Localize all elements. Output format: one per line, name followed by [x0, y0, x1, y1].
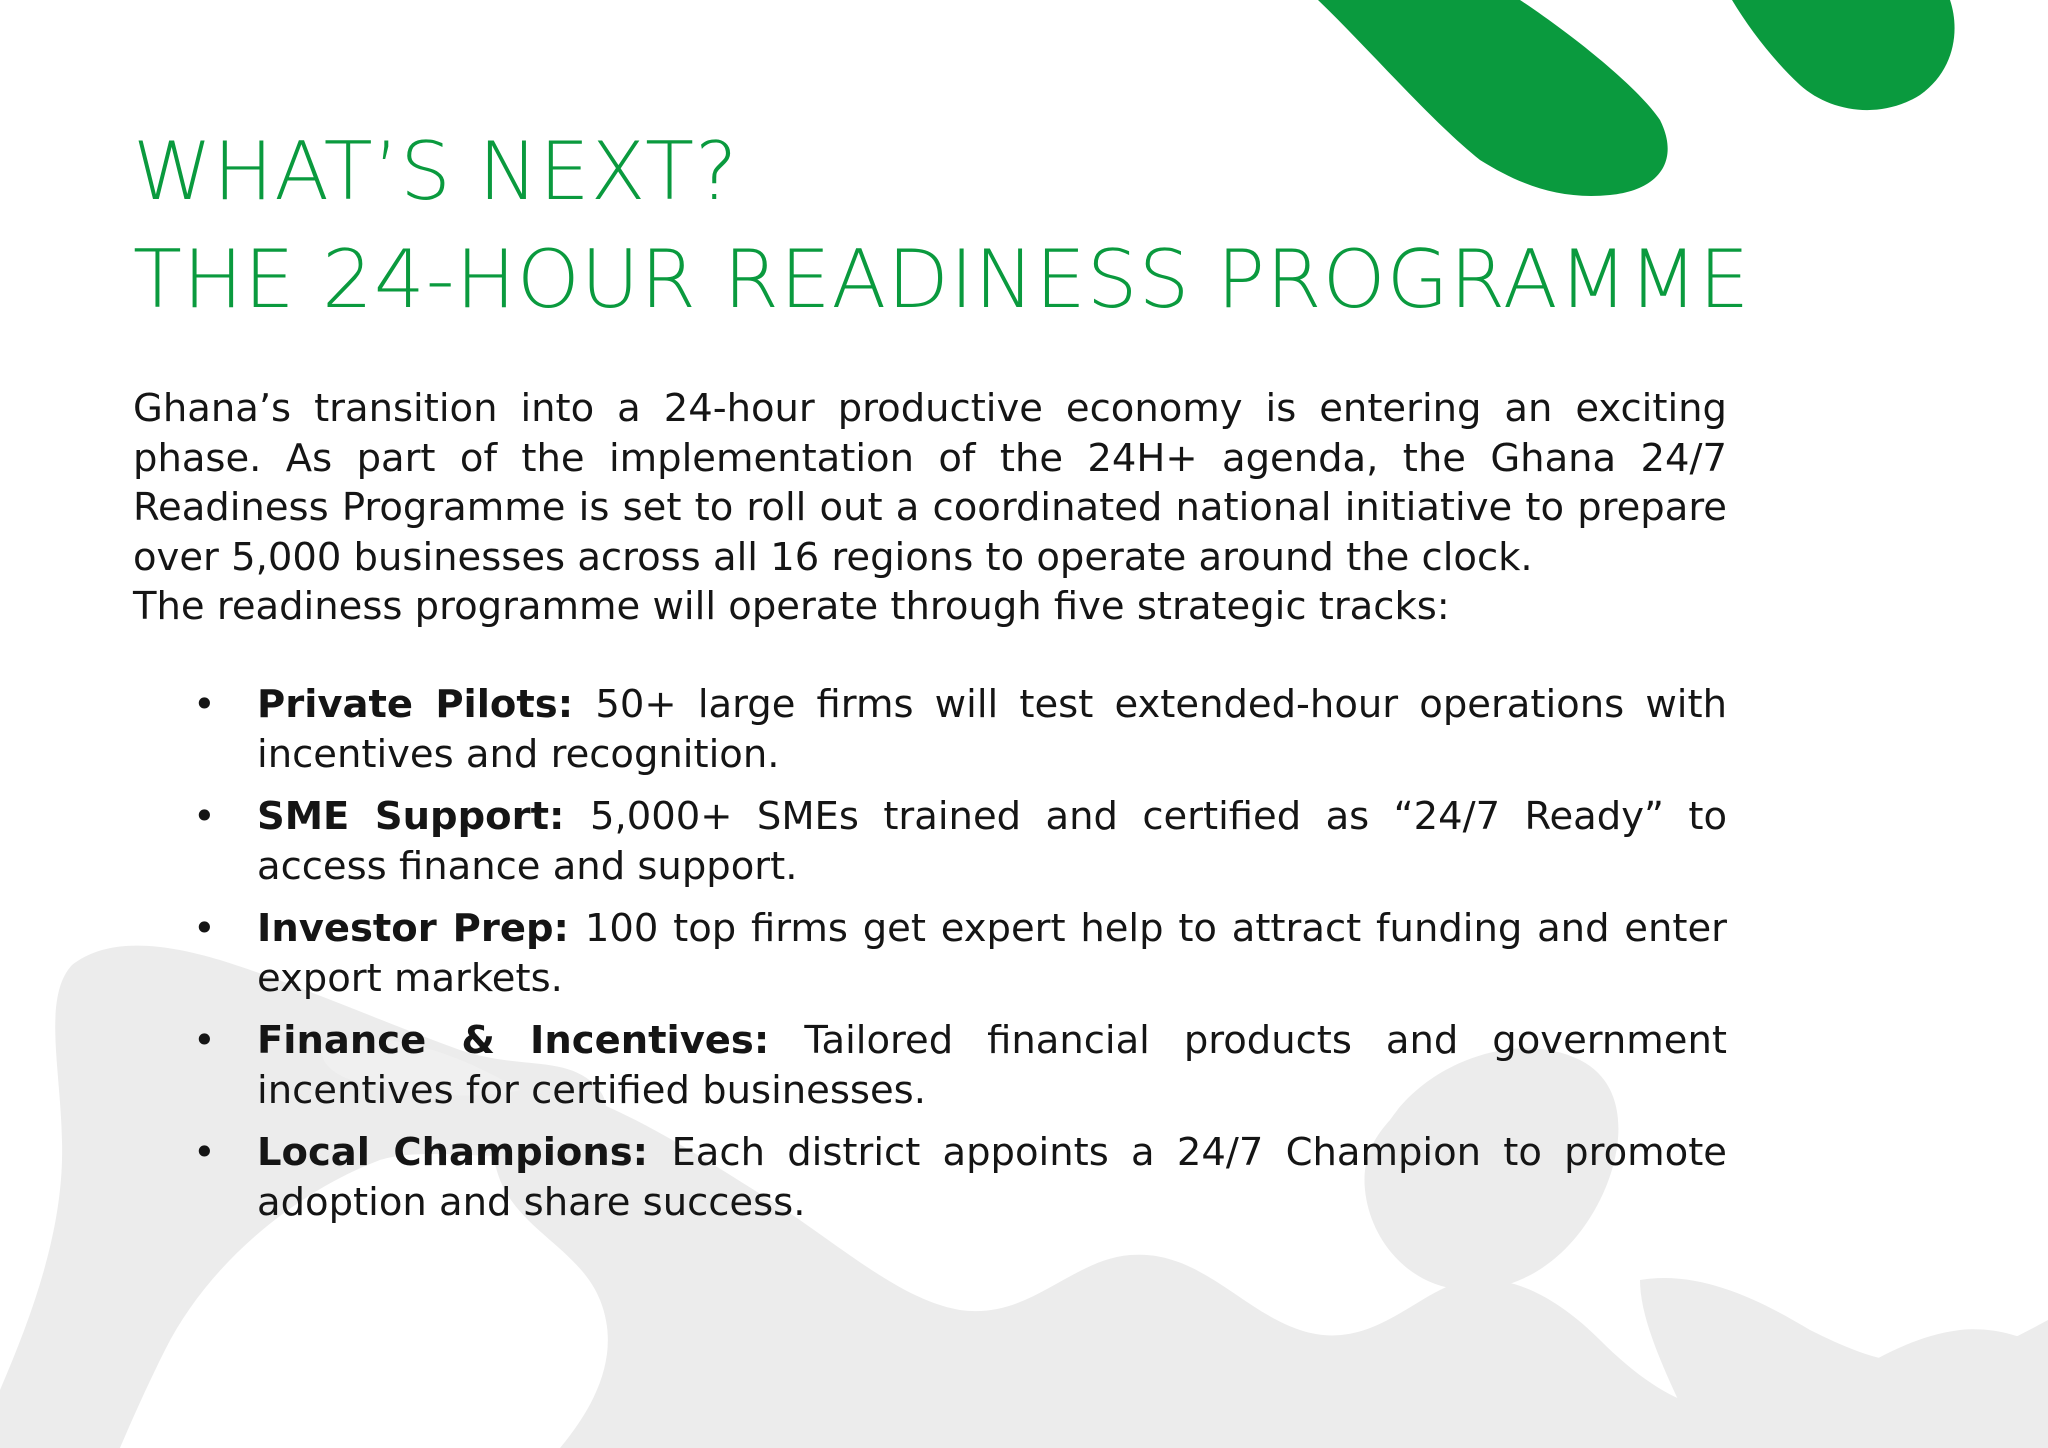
track-title: SME Support:: [257, 794, 590, 839]
bullet-marker: •: [193, 906, 216, 951]
list-item: [133, 1128, 1727, 1227]
bullet-marker: •: [193, 794, 216, 839]
intro-paragraph-2: The readiness programme will operate through five strategic tracks:: [133, 584, 1450, 629]
track-title: Private Pilots:: [257, 682, 596, 727]
track-title: Investor Prep:: [257, 906, 585, 951]
page-title-line-1: WHAT’S NEXT?: [133, 125, 739, 218]
track-description: Tailored financial products and government incentives for certified businesses.: [257, 1018, 1727, 1113]
page-title-line-2: THE 24-HOUR READINESS PROGRAMME: [133, 233, 1751, 326]
list-item: [133, 904, 1727, 1003]
track-description: Each district appoints a 24/7 Champion to promote adoption and share success.: [257, 1130, 1727, 1225]
track-description: 100 top firms get expert help to attract funding and enter export markets.: [257, 906, 1727, 1001]
strategic-tracks-list: [133, 680, 1727, 1240]
intro-paragraph-1: Ghana’s transition into a 24-hour productive economy is entering an exciting phase. As part of the implementation of the 24H+ agenda, the Ghana 24/7 Readiness Programme is set to roll out a coordinated national initiative to prepare over 5,000 businesses across all 16 regions to operate around the clock.: [133, 386, 1727, 580]
list-item: [133, 792, 1727, 891]
list-item: [133, 680, 1727, 779]
title-block: [133, 118, 1750, 334]
bullet-marker: •: [193, 682, 216, 727]
track-description: 5,000+ SMEs trained and certified as “24/7 Ready” to access finance and support.: [257, 794, 1728, 889]
watermark-wave-right: [1640, 1278, 2048, 1448]
track-description: 50+ large firms will test extended-hour operations with incentives and recognition.: [257, 682, 1728, 777]
list-item: [133, 1016, 1727, 1115]
track-title: Finance & Incentives:: [257, 1018, 805, 1063]
bullet-marker: •: [193, 1018, 216, 1063]
intro-text: [133, 384, 1727, 632]
bullet-marker: •: [193, 1130, 216, 1175]
green-stroke-right: [1732, 0, 1955, 110]
track-title: Local Champions:: [257, 1130, 672, 1175]
